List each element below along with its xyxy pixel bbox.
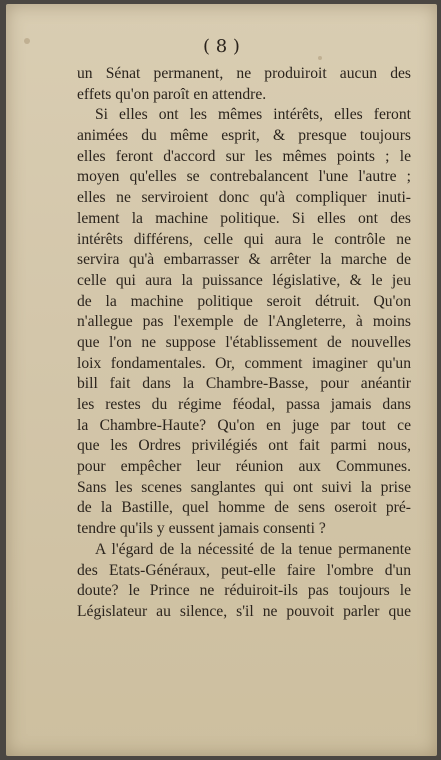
text-line: un Sénat permanent, ne produiroit aucun des [77,65,411,82]
text-line: n'allegue pas l'exemple de l'Angleterre, à moins [77,313,411,331]
text-line: celle qui aura la puissance législative, & le jeu [77,271,411,289]
text-line: loix fondamentales. Or, comment imaginer qu'un [77,354,411,372]
text-line: que l'on ne suppose l'établissement de nouvelles [77,333,411,351]
page-number: ( 8 ) [203,36,240,57]
text-line: de la Bastille, quel homme de sens oseroit pré- [77,499,411,517]
text-line: intérêts différens, celle qui aura le contrôle ne [77,230,411,248]
text-line: lement la machine politique. Si elles ont des [77,209,411,227]
text-line: tendre qu'ils y eussent jamais consenti ? [77,520,326,538]
text-line: Législateur au silence, s'il ne pouvoit parler que [77,602,411,620]
text-line: doute? le Prince ne réduiroit-ils pas toujours le [77,582,411,600]
text-line: de la machine politique seroit détruit. Qu'on [77,292,411,310]
book-page [6,4,437,756]
body-text [77,64,411,623]
text-line: que les Ordres privilégiés ont fait parmi nous, [77,437,411,455]
text-line: A l'égard de la nécessité de la tenue permanente [95,540,411,558]
text-line: animées du même esprit, & presque toujours [77,127,411,145]
text-line: elles ne serviroient donc qu'à compliquer inuti- [77,189,411,207]
text-line: bill fait dans la Chambre-Basse, pour anéantir [77,375,411,393]
text-line: servira qu'à embarrasser & arrêter la marche de [77,251,411,269]
text-line: elles feront d'accord sur les mêmes points ; le [77,147,411,165]
text-line: la Chambre-Haute? Qu'on en juge par tout ce [77,416,411,434]
text-line: pour empêcher leur réunion aux Communes. [77,458,411,476]
text-line: des Etats-Généraux, peut-elle faire l'ombre d'un [77,561,411,579]
text-line: les restes du régime féodal, passa jamais dans [77,396,411,413]
text-line: effets qu'on paroît en attendre. [77,85,267,103]
text-line: moyen qu'elles se contrebalancent l'une l'autre ; [77,168,411,186]
text-line: Sans les scenes sanglantes qui ont suivi la prise [77,478,411,496]
text-line: Si elles ont les mêmes intérêts, elles feront [95,106,411,124]
